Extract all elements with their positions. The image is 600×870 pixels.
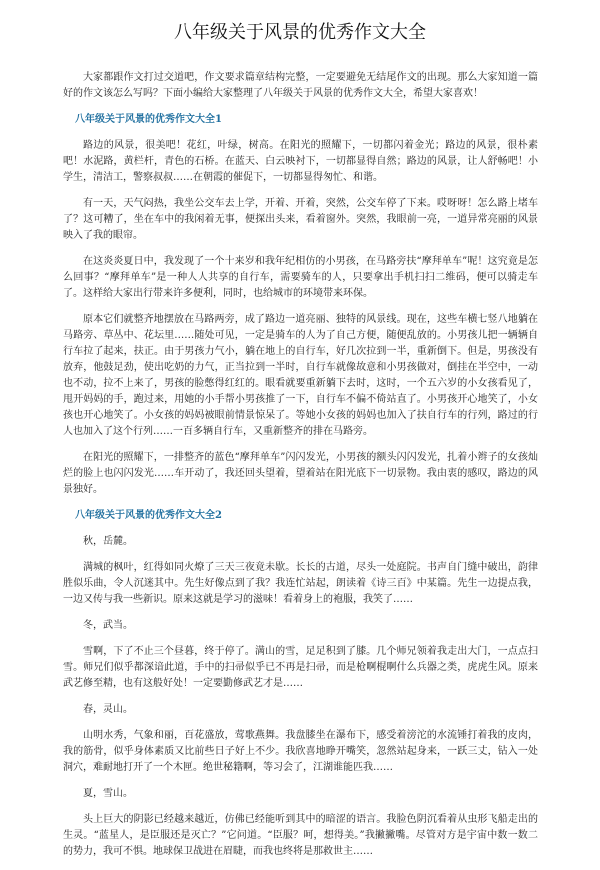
section-1-heading: 八年级关于风景的优秀作文大全1 [75,114,222,125]
scene-label: 春，灵山。 [83,704,133,715]
paragraph: 满城的枫叶，红得如同火燎了三天三夜竟未歇。长长的古道，尽头一处庭院。书声自门缝中破出，韵律胜似乐曲，令人沉迷其中。先生好像点到了我？我连忙站起，朗读着《诗三百》中某篇。先生一边提点我，一边又传与我一些新识。原来这就是学习的滋味！看着身上的袍服，我笑了…… [63,562,538,605]
paragraph: 山明水秀，气象和丽，百花盛放，莺歌燕舞。我盘膝坐在瀑布下，感受着滂沱的水流锤打着我的皮肉，我的筋骨，似乎身体素质又比前些日子好上不少。我欣喜地睁开嘴笑，忽然站起身来，一跃三丈，钻入一处洞穴，难耐地打开了一个木匣。绝世秘籍啊，等习会了，江湖谁能匹我…… [63,730,538,773]
scene-label: 冬，武当。 [83,620,133,631]
article-body [63,70,538,870]
paragraph: 原本它们就整齐地摆放在马路两旁，成了路边一道亮丽、独特的风景线。现在，这些车横七竖八地躺在马路旁、草丛中、花坛里……随处可见，一定是骑车的人为了自己方便，随便乱放的。小男孩儿把一辆辆自行车拉了起来，扶正。由于男孩力气小，躺在地上的自行车，好几次拉到一半，重新倒下。但是，男孩没有放弃，他鼓足劲，使出吃奶的力气，正当拉到一半时，自行车就像故意和小男孩做对，倒挂在半空中，一动也不动，拉不上来了，男孩的脸憋得红红的。眼看就要重新躺下去时，这时，一个五六岁的小女孩看见了，甩开妈妈的手，跑过来，用她的小手帮小男孩推了一下，自行车不偏不倚站直了。小男孩开心地笑了，小女孩也开心地笑了。小女孩的妈妈被眼前情景惊呆了。等她小女孩的妈妈也加入了扶自行车的行列，路过的行人也加入了这个行列……一百多辆自行车，又重新整齐的排在马路旁。 [63,314,538,437]
paragraph: 头上巨大的阴影已经越来越近，仿佛已经能听到其中的暗涩的语言。我脸色阴沉看着从虫形飞船走出的生灵。“蓝星人，是臣服还是灭亡？”它问道。“臣服？呵，想得美。”我撇撇嘴。尽管对方是宇宙中数一数二的势力，我可不惧。地球保卫战进在眉睫，而我也终将是那救世主…… [63,814,538,857]
page-title: 八年级关于风景的优秀作文大全 [174,22,426,43]
scene-label: 夏，雪山。 [83,788,133,799]
section-2-heading: 八年级关于风景的优秀作文大全2 [75,510,222,521]
intro-paragraph: 大家都跟作文打过交道吧，作文要求篇章结构完整，一定要避免无结尾作文的出现。那么大家知道一篇好的作文该怎么写吗？下面小编给大家整理了八年级关于风景的优秀作文大全，希望大家喜欢！ [63,72,538,99]
paragraph: 在这炎炎夏日中，我发现了一个十来岁和我年纪相仿的小男孩，在马路旁扶“摩拜单车”呢！这究竟是怎么回事？“摩拜单车”是一种人人共享的自行车，需要骑车的人，只要拿出手机扫扫二维码，便可以骑走车了。这样给大家出行带来许多便利，同时，也给城市的环境带来环保。 [63,256,538,299]
paragraph: 在阳光的照耀下，一排整齐的蓝色“摩拜单车”闪闪发光，小男孩的额头闪闪发光，扎着小辫子的女孩灿烂的脸上也闪闪发光……车开动了，我还回头望着，望着站在阳光底下一切景物。我由衷的感叹，路边的风景独好。 [63,452,538,495]
paragraph: 路边的风景，很美吧！花红，叶绿，树高。在阳光的照耀下，一切都闪着金光；路边的风景，很朴素吧！水泥路，黄栏杆，青色的石桥。在蓝天、白云映衬下，一切都显得自然；路边的风景，让人舒畅吧！小学生，清洁工，警察叔叔……在朝霞的催促下，一切都显得匆忙、和谐。 [63,140,538,183]
paragraph: 有一天，天气闷热，我坐公交车去上学，开着、开着，突然，公交车停了下来。哎呀呀！怎么路上堵车了？这可糟了，坐在车中的我闲着无事，便探出头来，看着窗外。突然，我眼前一亮，一道异常亮丽的风景映入了我的眼帘。 [63,198,538,241]
scene-label: 秋，岳麓。 [83,536,133,547]
paragraph: 雪啊，下了不止三个昼暮，终于停了。满山的雪，足足积到了膝。几个师兄领着我走出大门，一点点扫雪。师兄们似乎都深谙此道，手中的扫帚似乎已不再是扫帚，而是枪啊棍啊什么兵器之类，虎虎生风。原来武艺修至精，也有这般好处！一定要勤修武艺才是…… [63,646,538,689]
